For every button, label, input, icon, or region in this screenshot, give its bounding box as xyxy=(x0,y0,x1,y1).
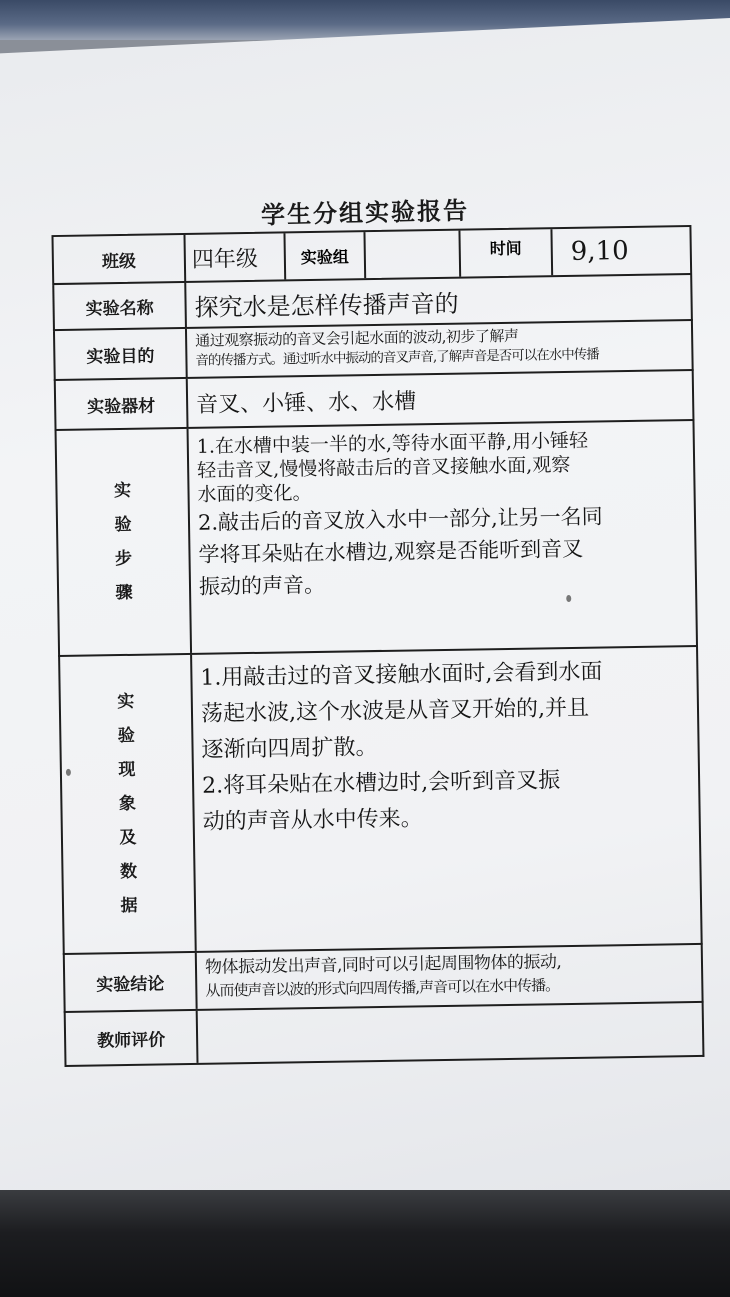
steps-label-char: 骤 xyxy=(115,582,133,604)
steps-label-char: 步 xyxy=(114,548,133,570)
phenomena-line: 荡起水波,这个水波是从音叉开始的,并且 xyxy=(200,695,590,727)
steps-line: 2.敲击后的音叉放入水中一部分,让另一名同 xyxy=(197,504,603,535)
name-value: 探究水是怎样传播声音的 xyxy=(194,289,459,322)
conclusion-line: 从而使声音以波的形式向四周传播,声音可以在水中传播。 xyxy=(205,976,560,1000)
phenomena-line: 动的声音从水中传来。 xyxy=(202,806,423,835)
name-label: 实验名称 xyxy=(54,283,187,329)
report-table xyxy=(51,225,704,1071)
phenomena-label-char: 据 xyxy=(120,895,138,917)
steps-line: 振动的声音。 xyxy=(198,572,326,599)
time-label: 时间 xyxy=(460,229,553,276)
class-value: 四年级 xyxy=(185,233,286,281)
group-value xyxy=(365,231,461,278)
phenomena-label xyxy=(60,655,197,953)
phenomena-label-char: 数 xyxy=(119,861,138,883)
conclusion-value xyxy=(197,945,702,1009)
conclusion-line: 物体振动发出声音,同时可以引起周围物体的振动, xyxy=(204,952,562,978)
steps-line: 轻击音叉,慢慢将敲击后的音叉接触水面,观察 xyxy=(197,453,571,482)
steps-label-char: 验 xyxy=(114,514,132,536)
phenomena-label-char: 象 xyxy=(118,793,137,815)
phenomena-line: 1.用敲击过的音叉接触水面时,会看到水面 xyxy=(200,659,603,691)
teacher-label: 教师评价 xyxy=(66,1011,199,1065)
row-steps xyxy=(55,421,698,657)
steps-label-char: 实 xyxy=(113,480,132,502)
phenomena-line: 2.将耳朵贴在水槽边时,会听到音叉振 xyxy=(201,768,561,799)
time-value: 9,10 xyxy=(570,236,629,267)
phenomena-value xyxy=(192,647,701,951)
phenomena-label-char: 验 xyxy=(117,725,136,747)
conclusion-label: 实验结论 xyxy=(65,953,198,1011)
row-phenomena xyxy=(58,647,703,955)
phenomena-label-char: 及 xyxy=(119,827,137,849)
purpose-line: 通过观察振动的音叉会引起水面的波动,初步了解声 xyxy=(195,326,519,350)
phenomena-label-char: 实 xyxy=(117,691,135,713)
steps-line: 1.在水槽中装一半的水,等待水面平静,用小锤轻 xyxy=(196,429,589,458)
phenomena-label-char: 现 xyxy=(118,759,136,781)
report-title: 学生分组实验报告 xyxy=(260,195,470,230)
steps-line: 水面的变化。 xyxy=(197,482,312,506)
equipment-value: 音叉、小锤、水、水槽 xyxy=(195,388,417,418)
group-label: 实验组 xyxy=(285,232,366,279)
class-label: 班级 xyxy=(54,235,187,283)
pen-mark xyxy=(66,769,71,776)
pen-mark xyxy=(566,595,571,602)
purpose-value xyxy=(187,321,692,377)
teacher-value xyxy=(198,1003,703,1063)
phenomena-line: 逐渐向四周扩散。 xyxy=(201,735,378,763)
row-conclusion xyxy=(63,945,704,1013)
row-teacher xyxy=(64,1003,705,1067)
steps-label xyxy=(57,429,193,655)
steps-value xyxy=(189,421,696,653)
background-bottom xyxy=(0,1190,730,1297)
purpose-line: 音的传播方式。通过听水中振动的音叉声音,了解声音是否可以在水中传播 xyxy=(195,346,599,369)
purpose-label: 实验目的 xyxy=(55,329,188,379)
equipment-label: 实验器材 xyxy=(56,379,189,429)
steps-line: 学将耳朵贴在水槽边,观察是否能听到音叉 xyxy=(198,536,584,567)
